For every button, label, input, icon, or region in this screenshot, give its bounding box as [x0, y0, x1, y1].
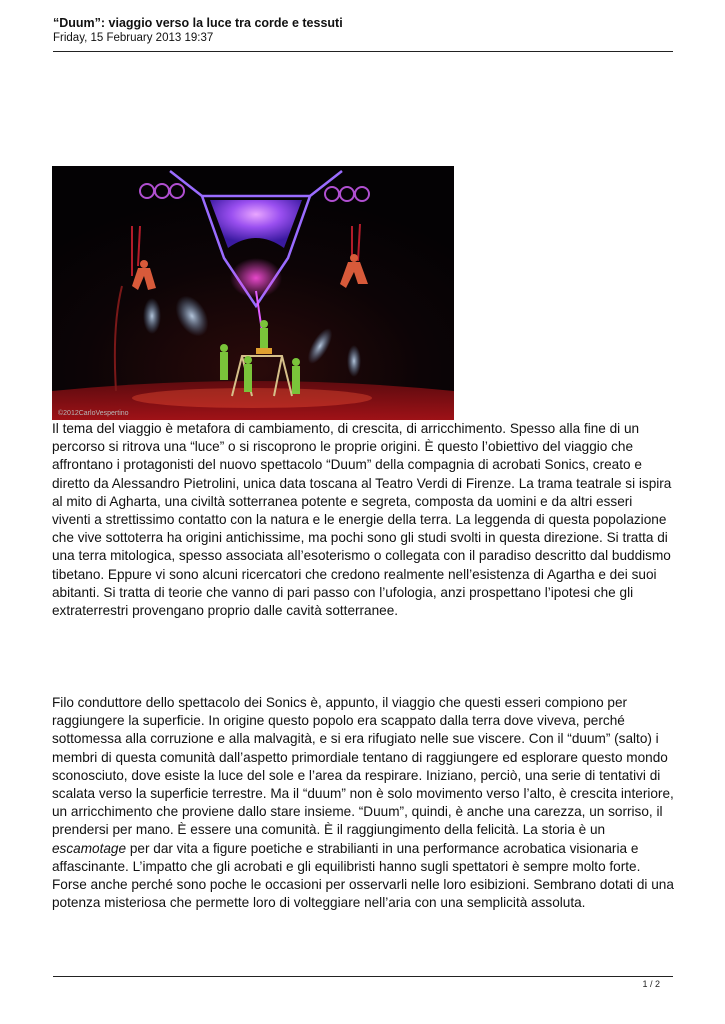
- footer-divider: [53, 976, 673, 977]
- page-number: 1 / 2: [642, 979, 660, 989]
- paragraph-2-part-1: Filo conduttore dello spettacolo dei Sonics è, appunto, il viaggio che questi esseri compiono per raggiungere la superficie. In origine questo popolo era scappato dalla terra dove viveva, perché sottomessa alla corruzione e alla malvagità, e si era rifugiato nelle sue viscere. Con il “duum” (salto) i membri di questa comunità dall’aspetto primordiale tentano di raggiungere ed esplorare questo mondo sconosciuto, dove esiste la luce del sole e l’area da respirare. Iniziano, perciò, una serie di tentativi di scalata verso la superficie terrestre. Ma il “duum” non è solo movimento verso l’alto, è crescita interiore, un arricchimento che proviene dallo stare insieme. “Duum”, quindi, è anche una carezza, un sorriso, il prendersi per mano. È essere una comunità. È il raggiungimento della felicità. La storia è un: [52, 695, 674, 838]
- photo-watermark: ©2012CarloVespertino: [58, 410, 129, 417]
- document-header: [53, 15, 673, 46]
- header-divider: [53, 51, 673, 52]
- paragraph-2-text: [52, 694, 674, 912]
- paragraph-2-italic: escamotage: [52, 840, 127, 856]
- article-body-paragraph-2: [52, 694, 674, 912]
- performance-photo: [52, 166, 454, 420]
- article-date: Friday, 15 February 2013 19:37: [53, 32, 214, 44]
- article-body-paragraph-1: [52, 420, 674, 620]
- article-title: “Duum”: viaggio verso la luce tra corde e tessuti: [53, 16, 343, 30]
- paragraph-1-text: Il tema del viaggio è metafora di cambiamento, di crescita, di arricchimento. Spesso alla fine di un percorso si ritrova una “luce” o si riscoprono le proprie origini. È questo l’obiettivo del viaggio che affrontano i protagonisti del nuovo spettacolo “Duum” della compagnia di acrobati Sonics, creato e diretto da Alessandro Pietrolini, unica data toscana al Teatro Verdi di Firenze. La trama teatrale si ispira al mito di Agharta, una civiltà sotterranea potente e segreta, composta da uomini e da altri esseri viventi a strettissimo contatto con la natura e le energie della terra. La leggenda di questa popolazione che vive sottoterra ha origini antichissime, ma pochi sono gli studi svolti in questa direzione. Si tratta di una terra mitologica, spesso associata all’esoterismo o collegata con il paradiso descritto dal buddismo tibetano. Eppure vi sono alcuni ricercatori che credono realmente nell’esistenza di Agartha e dei suoi abitanti. Si tratta di teorie che vanno di pari passo con l’ufologia, anzi prospettano l’ipotesi che gli extraterrestri provengano proprio dalle cavità sotterranee.: [52, 421, 672, 619]
- paragraph-2-part-2: per dar vita a figure poetiche e strabilianti in una performance acrobatica visionaria e affascinante. L’impatto che gli acrobati e gli equilibristi hanno sugli spettatori è sempre molto forte. Forse anche perché sono poche le occasioni per osservarli nelle loro esibizioni. Sembrano dotati di una potenza misteriosa che permette loro di volteggiare nell’aria con una semplicità assoluta.: [52, 840, 674, 911]
